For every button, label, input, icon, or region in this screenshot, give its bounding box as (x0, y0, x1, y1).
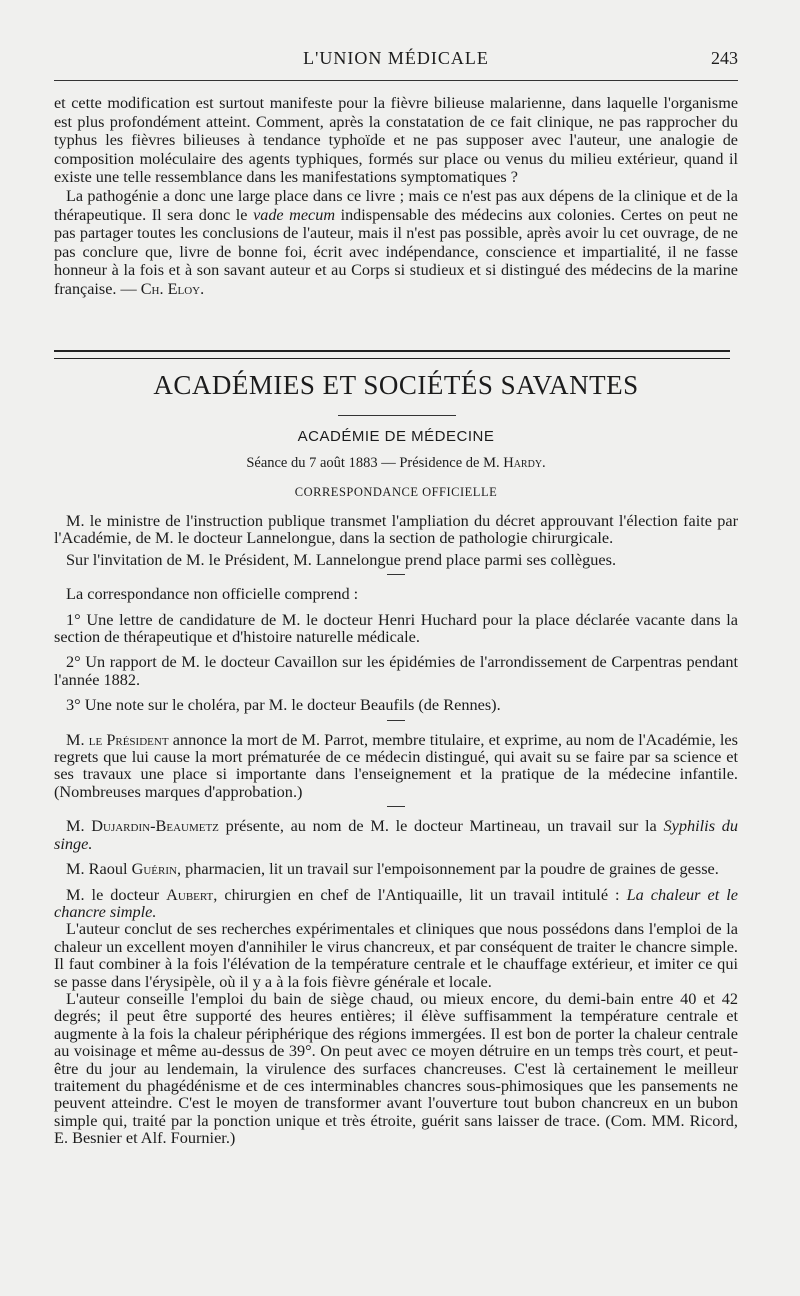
section-divider (54, 350, 730, 359)
review-signature: Ch. Eloy. (140, 279, 205, 298)
minutes-paragraph-2: Sur l'invitation de M. le Président, M. Lannelongue prend place parmi ses collègues. (66, 549, 617, 569)
minutes-item-3: 3° Une note sur le choléra, par M. le docteur Beaufils (de Rennes). (66, 695, 501, 715)
separator-dash (387, 574, 405, 575)
minutes-item-2: 2° Un rapport de M. le docteur Cavaillon sur les épidémies de l'arrondissement de Carpentras pendant l'année 1882. (54, 652, 738, 689)
book-review-continuation (54, 94, 738, 299)
minutes-body (54, 512, 738, 1147)
minutes-paragraph-guerin (54, 860, 738, 877)
minutes-paragraph-dujardin (54, 817, 738, 852)
review-paragraph-2 (54, 187, 738, 299)
p8-text: présente, au nom de M. le docteur Martineau, un travail sur la (218, 816, 664, 836)
p9-smallcaps: Guérin (131, 859, 177, 879)
minutes-item-1: 1° Une lettre de candidature de M. le docteur Henri Huchard pour la place déclarée vacante dans la section de thérapeutique et d'histoire naturelle médicale. (54, 609, 738, 647)
review-p2-start: La pathogénie a donc une large place dans ce livre ; mais ce n'est pas aux dépens de la clinique et de la thérapeutique. Il sera donc le (54, 186, 738, 224)
p8-smallcaps: Dujardin-Beaumetz (91, 816, 219, 836)
journal-title: L'UNION MÉDICALE (303, 48, 489, 68)
seance-line (54, 455, 738, 472)
seance-text: Séance du 7 août 1883 — Présidence de M. (246, 455, 504, 471)
separator-dash (387, 806, 405, 807)
separator-dash (387, 720, 405, 721)
section-title-rule (338, 415, 456, 416)
p10-italic: La chaleur et le chancre simple. (54, 884, 739, 921)
p10-smallcaps: Aubert (166, 884, 214, 904)
academy-heading: ACADÉMIE DE MÉDECINE (297, 428, 495, 445)
page-number: 243 (711, 48, 738, 68)
review-p2-end: indispensable des médecins aux colonies. Certes on peut ne pas partager toutes les conclusions de l'auteur, mais il n'est pas possible, après avoir lu cet ouvrage, de ne pas conclure que, livre de bonne foi, écrit avec indépendance, conscience et impartialité, il ne fasse honneur à la fois et à son savant auteur et au Corps si studieux et si distingué des médecins de la marine française. — (54, 205, 738, 298)
section-title: ACADÉMIES ET SOCIÉTÉS SAVANTES (153, 370, 639, 400)
p7-text: annonce la mort de M. Parrot, membre titulaire, et exprime, au nom de l'Académie, les regrets que lui cause la mort prématurée de ce médecin distingué, qui avait su se faire par sa science et ses travaux une place si importante dans l'enseignement et la pratique de la médecine infantile. (Nombreuses marques d'approbation.) (54, 729, 738, 801)
header-rule (54, 80, 738, 81)
p10-prefix: M. le docteur (66, 884, 167, 904)
correspondence-heading: CORRESPONDANCE OFFICIELLE (294, 485, 498, 499)
p9-text: , pharmacien, lit un travail sur l'empoisonnement par la poudre de graines de gesse. (176, 859, 719, 879)
minutes-paragraph-3: La correspondance non officielle comprend : (66, 584, 359, 604)
p7-prefix: M. (66, 729, 89, 749)
review-p2-italic: vade mecum (253, 205, 336, 224)
review-paragraph-1: et cette modification est surtout manifeste pour la fièvre bilieuse malarienne, dans laquelle l'organisme est plus profondément atteint. Comment, après la constatation de ce fait clinique, ne pas rapprocher du typhus les fièvres bilieuses à tendance typhoïde et ne pas supposer avec l'auteur, une analogie de composition moléculaire des agents typhiques, formés sur place ou venus du milieu extérieur, quand il existe une telle ressemblance dans les manifestations symptomatiques ? (54, 94, 738, 187)
minutes-paragraph-conclusion: L'auteur conclut de ses recherches expérimentales et cliniques que nous possédons dans l'emploi de la chaleur un excellent moyen d'annihiler le virus chancreux, et par conséquent de traiter le chancre simple. Il faut combiner à la fois l'élévation de la température centrale et le chauffage extérieur, et imiter ce qui se passe dans l'érysipèle, où il y a à la fois fièvre générale et locale. (54, 919, 738, 991)
p8-prefix: M. (66, 816, 92, 836)
minutes-paragraph-treatment: L'auteur conseille l'emploi du bain de siège chaud, ou mieux encore, du demi-bain entre 40 et 42 degrés; il peut être supporté des heures entières; il élève suffisamment la température centrale et augmente à la fois la chaleur périphérique des régions immergées. Il est bon de porter la chaleur centrale au voisinage et même au-dessus de 39°. On peut avec ce moyen détruire en un temps très court, et peut-être du jour au lendemain, la virulence des surfaces chancreuses. C'est là certainement le meilleur traitement du phagédénisme et de ces interminables chancres sous-phimosiques que les pansements ne peuvent atteindre. C'est le moyen de transformer avant l'ouverture tout bubon chancreux en un bubon simple qui, traité par la ponction unique et très étroite, guérit sans laisser de trace. (Com. MM. Ricord, E. Besnier et Alf. Fournier.) (54, 988, 738, 1148)
minutes-paragraph-parrot (54, 731, 738, 801)
p10-text: , chirurgien en chef de l'Antiquaille, lit un travail intitulé : (213, 884, 627, 904)
p7-smallcaps: le Président (88, 729, 169, 749)
president-name: Hardy. (503, 455, 546, 471)
p8-italic: Syphilis du singe. (54, 816, 739, 853)
minutes-paragraph-aubert (54, 886, 738, 921)
p9-prefix: M. Raoul (66, 859, 132, 879)
minutes-paragraph-1: M. le ministre de l'instruction publique transmet l'ampliation du décret approuvant l'élection faite par l'Académie, de M. le docteur Lannelongue, dans la section de pathologie chirurgicale. (54, 511, 738, 548)
running-head (54, 48, 738, 74)
